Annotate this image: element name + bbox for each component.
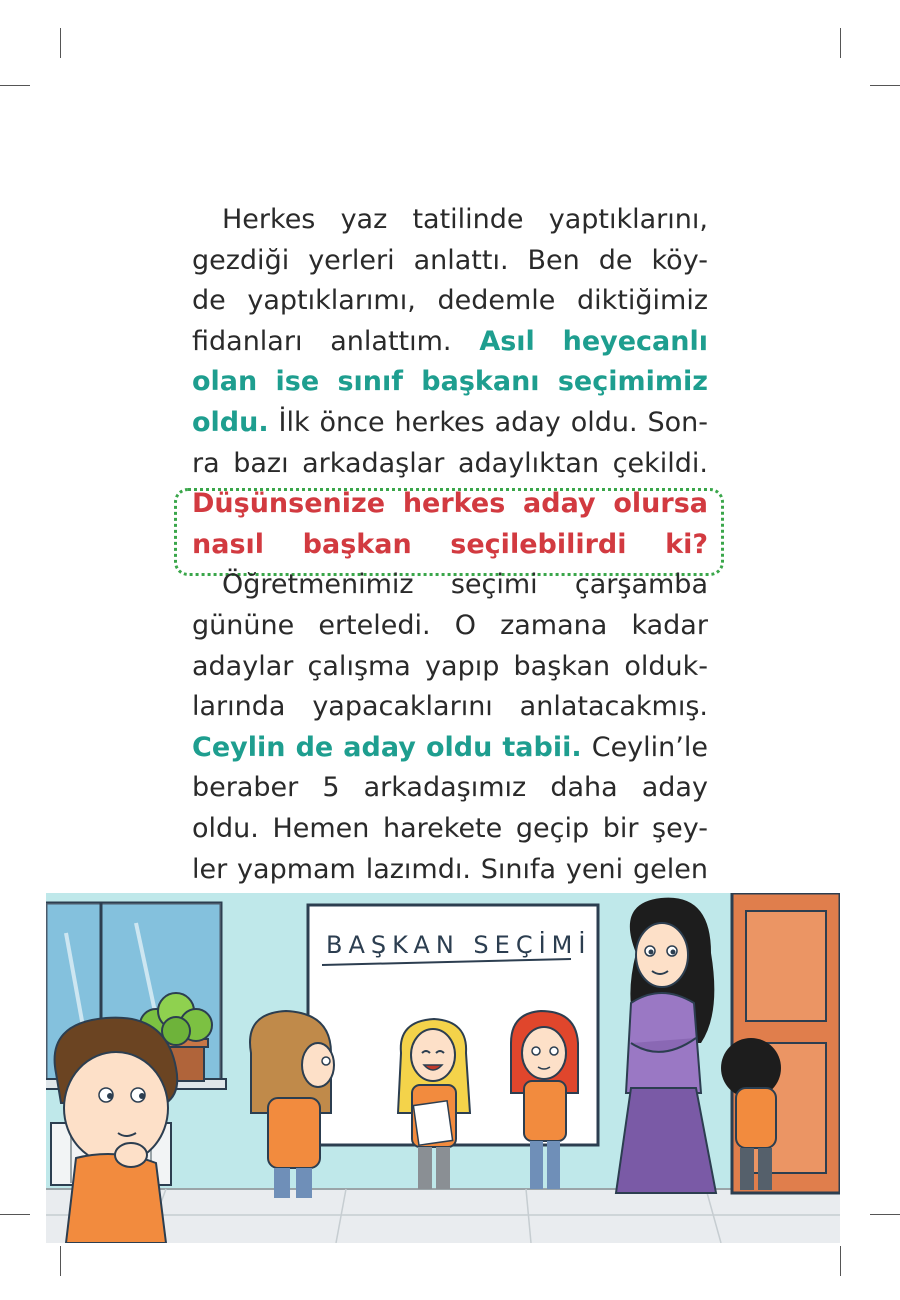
- word: adaylıktan: [457, 447, 600, 479]
- word: 5: [322, 772, 340, 804]
- thinking-boy: [55, 1018, 178, 1243]
- highlighted-word: oldu.: [192, 406, 269, 438]
- story-text: [192, 200, 708, 890]
- word: yaptıklarımı,: [247, 285, 416, 317]
- word: O: [454, 609, 476, 641]
- word: Ben: [527, 244, 580, 276]
- word: olduk-: [624, 650, 708, 682]
- text-line: [192, 647, 708, 688]
- text-line: [192, 606, 708, 647]
- word: herkes: [394, 406, 485, 438]
- highlighted-word: ise: [275, 366, 320, 398]
- board-title: BAŞKAN SEÇİMİ: [326, 931, 592, 959]
- highlighted-word: Asıl: [479, 325, 535, 357]
- word: de: [192, 285, 226, 317]
- highlighted-word: Ceylin: [192, 731, 286, 763]
- word: yapıp: [425, 650, 500, 682]
- text-line: [192, 687, 708, 728]
- word: önce: [319, 406, 385, 438]
- text-line: [192, 362, 708, 403]
- word: oldu.: [570, 406, 638, 438]
- word: arkadaşlar: [302, 447, 445, 479]
- crop-mark: [60, 1246, 61, 1276]
- question-line: [192, 525, 708, 566]
- word: yerleri: [308, 244, 395, 276]
- text-line: [192, 322, 708, 363]
- word: başkan: [513, 650, 611, 682]
- text-line: [192, 281, 708, 322]
- text-line: [192, 444, 708, 485]
- word: arkadaşımız: [363, 772, 527, 804]
- word: erteledi.: [318, 609, 431, 641]
- word: anlattım.: [330, 325, 452, 357]
- word: tatilinde: [412, 204, 524, 235]
- word: yeni: [565, 853, 624, 885]
- word: Ceylin’le: [591, 731, 708, 763]
- text-line: [192, 850, 708, 891]
- word: ler: [192, 853, 228, 885]
- word: Son-: [647, 406, 708, 438]
- text-line: [192, 565, 708, 606]
- word: çalışma: [307, 650, 411, 682]
- word: kadar: [631, 609, 708, 641]
- question-line: [192, 484, 708, 525]
- word: İlk: [278, 406, 310, 438]
- crop-mark: [840, 1246, 841, 1276]
- crop-mark: [0, 1214, 30, 1215]
- word: beraber: [192, 772, 299, 804]
- word: ra: [192, 447, 220, 479]
- text-line: [192, 768, 708, 809]
- text-line: [192, 200, 708, 241]
- word: Sınıfa: [480, 853, 557, 885]
- word: Öğretmenimiz: [222, 569, 414, 601]
- word: lazımdı.: [365, 853, 471, 885]
- word: daha: [550, 772, 618, 804]
- word: yapmam: [237, 853, 356, 885]
- word: çarşamba: [574, 569, 708, 601]
- text-line: [192, 809, 708, 850]
- word: Hemen: [272, 812, 370, 844]
- highlighted-word: sınıf: [337, 366, 404, 398]
- word: anlattı.: [413, 244, 509, 276]
- word: Herkes: [222, 204, 316, 235]
- word: yapacaklarını: [312, 691, 493, 723]
- word: bazı: [233, 447, 289, 479]
- question-word: aday: [523, 488, 596, 520]
- word: adaylar: [192, 650, 294, 682]
- question-word: ki?: [665, 528, 708, 560]
- word: larında: [192, 691, 286, 723]
- crop-mark: [0, 85, 30, 86]
- crop-mark: [60, 28, 61, 58]
- word: harekete: [383, 812, 503, 844]
- word: dedemle: [437, 285, 556, 317]
- highlighted-word: seçimimiz: [557, 366, 708, 398]
- word: şey-: [652, 812, 708, 844]
- highlighted-word: başkanı: [421, 366, 540, 398]
- word: anlatacakmış.: [519, 691, 708, 723]
- word: gelen: [632, 853, 708, 885]
- classroom-illustration: [46, 893, 840, 1243]
- question-word: herkes: [402, 488, 506, 520]
- word: çekildi.: [612, 447, 708, 479]
- question-word: başkan: [302, 528, 412, 560]
- word: gününe: [192, 609, 295, 641]
- word: zamana: [500, 609, 608, 641]
- highlighted-word: tabii.: [502, 731, 582, 763]
- text-line: [192, 403, 708, 444]
- word: geçip: [515, 812, 590, 844]
- question-word: Düşünsenize: [192, 488, 386, 520]
- highlighted-word: aday: [343, 731, 416, 763]
- highlighted-word: olan: [192, 366, 258, 398]
- word: yaz: [340, 204, 388, 235]
- highlighted-word: oldu: [425, 731, 493, 763]
- question-word: olursa: [613, 488, 708, 520]
- crop-mark: [870, 85, 900, 86]
- word: gezdiği: [192, 244, 290, 276]
- word: aday: [641, 772, 708, 804]
- word: yaptıklarını,: [548, 204, 708, 235]
- word: aday: [494, 406, 561, 438]
- word: diktiğimiz: [577, 285, 708, 317]
- crop-mark: [870, 1214, 900, 1215]
- highlighted-word: de: [295, 731, 334, 763]
- word: oldu.: [192, 812, 259, 844]
- word: seçimi: [450, 569, 538, 601]
- question-word: nasıl: [192, 528, 265, 560]
- text-line: [192, 728, 708, 769]
- question-word: seçilebilirdi: [450, 528, 627, 560]
- highlighted-word: heyecanlı: [562, 325, 708, 357]
- word: fidanları: [192, 325, 303, 357]
- word: de: [598, 244, 633, 276]
- crop-mark: [840, 28, 841, 58]
- text-line: [192, 241, 708, 282]
- word: köy-: [651, 244, 708, 276]
- word: bir: [602, 812, 639, 844]
